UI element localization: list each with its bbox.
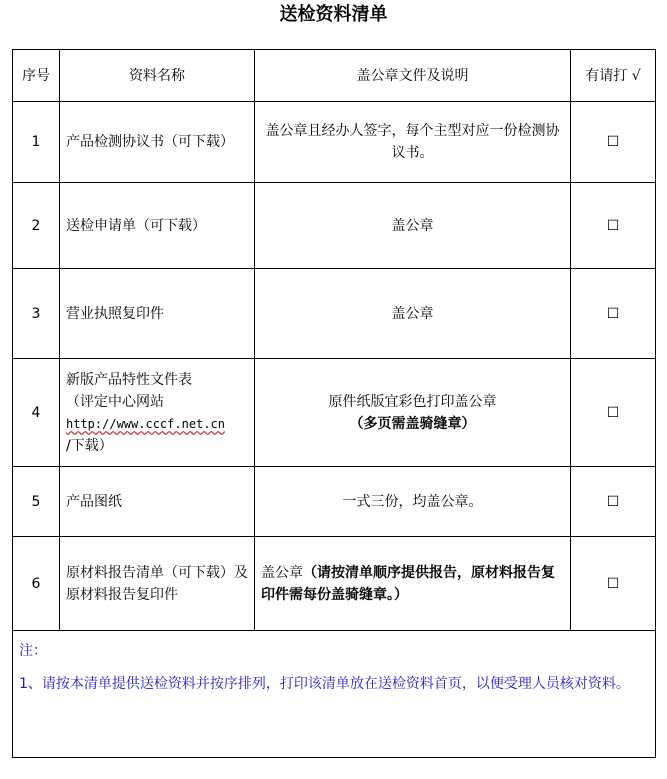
notes-row [13, 631, 656, 758]
notes-cell [13, 631, 656, 758]
row-num: 1 [13, 102, 60, 183]
checkbox-icon[interactable]: ☐ [571, 269, 656, 359]
checkbox-icon[interactable]: ☐ [571, 102, 656, 183]
header-desc: 盖公章文件及说明 [255, 50, 571, 102]
header-num: 序号 [13, 50, 60, 102]
row-name: 营业执照复印件 [60, 269, 255, 359]
table-row [13, 467, 656, 537]
row-name-line: /下载） [66, 437, 113, 454]
row-num: 4 [13, 359, 60, 467]
table-row [13, 359, 656, 467]
row-desc-line: 原件纸版宜彩色打印盖公章 [328, 393, 497, 410]
row-num: 6 [13, 537, 60, 631]
row-desc [255, 537, 571, 631]
notes-body: 1、请按本清单提供送检资料并按序排列，打印该清单放在送检资料首页，以便受理人员核对资料。 [19, 676, 630, 692]
header-check: 有请打 √ [571, 50, 656, 102]
row-desc: 一式三份，均盖公章。 [255, 467, 571, 537]
row-name: 原材料报告清单（可下载）及原材料报告复印件 [60, 537, 255, 631]
row-desc-note: （请按清单顺序提供报告，原材料报告复印件需每份盖骑缝章。） [261, 564, 555, 603]
row-name: 产品检测协议书（可下载） [60, 102, 255, 183]
row-name [60, 359, 255, 467]
row-num: 3 [13, 269, 60, 359]
document-checklist-table [12, 49, 656, 758]
row-name-line: 新版产品特性文件表 [66, 371, 192, 388]
page-title: 送检资料清单 [279, 4, 388, 25]
table-header-row [13, 50, 656, 102]
row-desc: 盖公章 [255, 269, 571, 359]
checkbox-icon[interactable]: ☐ [571, 537, 656, 631]
row-num: 5 [13, 467, 60, 537]
row-desc: 盖公章 [255, 183, 571, 269]
row-desc-prefix: 盖公章 [261, 564, 303, 581]
table-row [13, 537, 656, 631]
checkbox-icon[interactable]: ☐ [571, 359, 656, 467]
website-link[interactable]: http://www.cccf.net.cn [66, 416, 225, 431]
row-desc-note: （多页需盖骑缝章） [349, 415, 476, 432]
notes-title: 注： [19, 643, 47, 659]
row-name: 产品图纸 [60, 467, 255, 537]
row-desc [255, 359, 571, 467]
table-row [13, 183, 656, 269]
table-row [13, 269, 656, 359]
row-name: 送检申请单（可下载） [60, 183, 255, 269]
header-name: 资料名称 [60, 50, 255, 102]
table-row [13, 102, 656, 183]
row-num: 2 [13, 183, 60, 269]
row-name-line: （评定中心网站 [66, 393, 164, 410]
checkbox-icon[interactable]: ☐ [571, 467, 656, 537]
row-desc: 盖公章且经办人签字，每个主型对应一份检测协议书。 [255, 102, 571, 183]
checkbox-icon[interactable]: ☐ [571, 183, 656, 269]
